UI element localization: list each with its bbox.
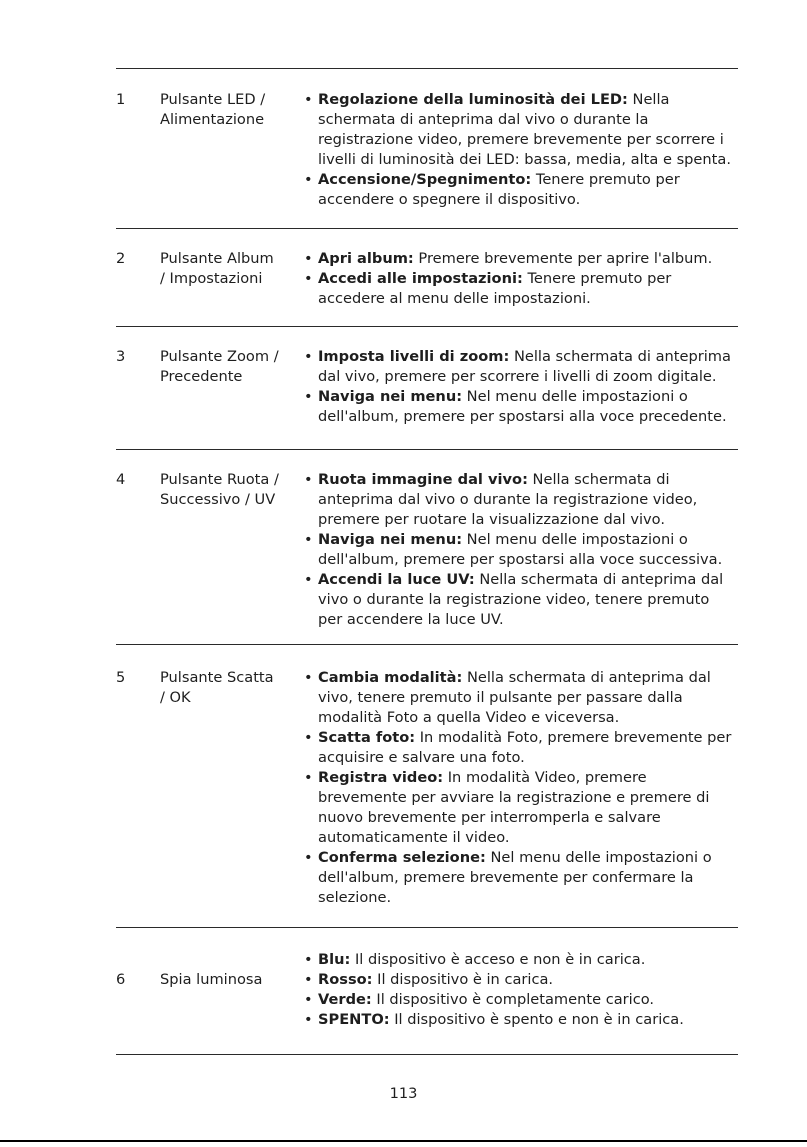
row-description-list — [304, 347, 736, 427]
page-number: 113 — [389, 1085, 418, 1102]
description-item: • Regolazione della luminosità dei LED: Nella schermata di anteprima dal vivo o durante la registrazione video, premere brevemente per scorrere i livelli di luminosità dei LED: bassa, media, alta e spenta. — [304, 90, 736, 170]
description-item: • Conferma selezione: Nel menu delle impostazioni o dell'album, premere brevemente per confermare la selezione. — [304, 848, 736, 908]
table-row — [116, 326, 738, 449]
row-name: Pulsante LED / Alimentazione — [160, 91, 266, 128]
table-row — [116, 228, 738, 326]
description-item: • Apri album: Premere brevemente per aprire l'album. — [304, 249, 736, 269]
row-number: 4 — [116, 471, 126, 488]
button-function-table — [116, 68, 738, 1055]
description-item: • Verde: Il dispositivo è completamente carico. — [304, 990, 736, 1010]
row-number: 1 — [116, 91, 126, 108]
table-row — [116, 644, 738, 927]
description-item: • Naviga nei menu: Nel menu delle impostazioni o dell'album, premere per spostarsi alla voce successiva. — [304, 530, 736, 570]
description-item: • Accensione/Spegnimento: Tenere premuto per accendere o spegnere il dispositivo. — [304, 170, 736, 210]
row-number: 3 — [116, 348, 126, 365]
row-description-list — [304, 668, 736, 908]
description-item: • Accendi la luce UV: Nella schermata di anteprima dal vivo o durante la registrazione video, tenere premuto per accendere la luce UV. — [304, 570, 736, 630]
table-row — [116, 449, 738, 644]
row-name: Spia luminosa — [160, 971, 263, 988]
row-description-list — [304, 470, 736, 630]
row-description-list — [304, 249, 736, 309]
row-description-list — [304, 950, 736, 1030]
row-number: 2 — [116, 250, 126, 267]
table-row — [116, 927, 738, 1055]
description-item: • Accedi alle impostazioni: Tenere premuto per accedere al menu delle impostazioni. — [304, 269, 736, 309]
description-item: • Scatta foto: In modalità Foto, premere brevemente per acquisire e salvare una foto. — [304, 728, 736, 768]
description-item: • Blu: Il dispositivo è acceso e non è in carica. — [304, 950, 736, 970]
row-name: Pulsante Album / Impostazioni — [160, 250, 274, 287]
row-name: Pulsante Scatta / OK — [160, 669, 274, 706]
row-description-list — [304, 90, 736, 210]
row-number: 5 — [116, 669, 126, 686]
description-item: • Naviga nei menu: Nel menu delle impostazioni o dell'album, premere per spostarsi alla voce precedente. — [304, 387, 736, 427]
description-item: • Imposta livelli di zoom: Nella schermata di anteprima dal vivo, premere per scorrere i livelli di zoom digitale. — [304, 347, 736, 387]
row-number: 6 — [116, 971, 126, 988]
description-item: • Ruota immagine dal vivo: Nella schermata di anteprima dal vivo o durante la registrazione video, premere per ruotare la visualizzazione dal vivo. — [304, 470, 736, 530]
description-item: • Registra video: In modalità Video, premere brevemente per avviare la registrazione e premere di nuovo brevemente per interromperla e salvare automaticamente il video. — [304, 768, 736, 848]
row-name: Pulsante Ruota / Successivo / UV — [160, 471, 279, 508]
description-item: • Rosso: Il dispositivo è in carica. — [304, 970, 736, 990]
description-item: • SPENTO: Il dispositivo è spento e non è in carica. — [304, 1010, 736, 1030]
bottom-divider — [0, 1140, 807, 1142]
row-name: Pulsante Zoom / Precedente — [160, 348, 279, 385]
description-item: • Cambia modalità: Nella schermata di anteprima dal vivo, tenere premuto il pulsante per passare dalla modalità Foto a quella Video e viceversa. — [304, 668, 736, 728]
table-row — [116, 68, 738, 228]
